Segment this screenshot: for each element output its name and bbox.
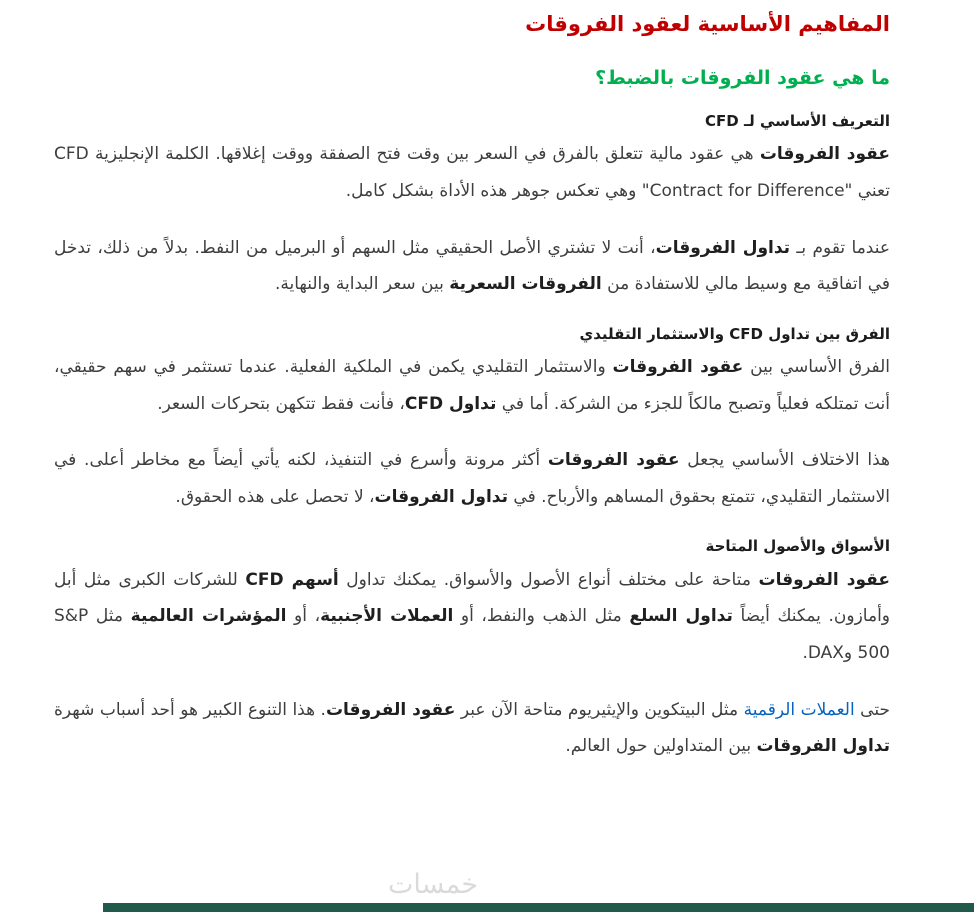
bold-term: العملات الأجنبية: [320, 606, 454, 627]
text-run: بين المتداولين حول العالم.: [565, 736, 757, 757]
page-title: المفاهيم الأساسية لعقود الفروقات: [525, 12, 890, 36]
bold-term: تداول CFD: [404, 393, 497, 414]
text-run: ، أو: [286, 606, 321, 627]
text-run: حتى: [854, 699, 890, 720]
paragraph-flexibility-risk: [54, 442, 890, 515]
bold-term: تداول الفروقات: [655, 237, 791, 258]
bold-term: عقود الفروقات: [759, 144, 890, 165]
text-run: ، لا تحصل على هذه الحقوق.: [175, 486, 375, 507]
paragraph-ownership-difference: [54, 349, 890, 422]
text-run: مثل S&P 500 وDAX.: [54, 606, 890, 663]
text-run: هي عقود مالية تتعلق بالفرق في السعر بين وقت فتح الصفقة ووقت إغلاقها. الكلمة الإنجليزية CFD تعني "Contract for Difference" وهي تعكس جوهر هذه الأداة بشكل كامل.: [54, 144, 890, 202]
bold-term: تداول السلع: [629, 606, 733, 627]
bold-term: عقود الفروقات: [758, 569, 890, 590]
text-run: الفرق الأساسي بين: [743, 357, 890, 378]
text-run: أكثر مرونة وأسرع في التنفيذ، لكنه يأتي أيضاً مع مخاطر أعلى. في الاستثمار التقليدي، تتمتع بحقوق المساهم والأرباح. في: [54, 450, 890, 507]
bold-term: المؤشرات العالمية: [130, 606, 287, 627]
digital-currencies-link[interactable]: العملات الرقمية: [743, 699, 855, 720]
paragraph-available-assets: [54, 562, 890, 672]
subheading-markets-assets: الأسواق والأصول المتاحة: [705, 537, 890, 556]
bold-term: أسهم CFD: [245, 569, 339, 590]
text-run: بين سعر البداية والنهاية.: [274, 274, 450, 295]
bold-term: عقود الفروقات: [612, 357, 744, 378]
subheading-cfd-definition: التعريف الأساسي لـ CFD: [705, 111, 890, 130]
bold-term: عقود الفروقات: [547, 450, 680, 471]
paragraph-crypto-cfd: [54, 692, 890, 765]
question-heading: ما هي عقود الفروقات بالضبط؟: [595, 67, 890, 90]
paragraph-cfd-definition: [54, 136, 890, 209]
text-run: متاحة على مختلف أنواع الأصول والأسواق. يمكنك تداول: [338, 569, 759, 590]
subheading-cfd-vs-traditional: الفرق بين تداول CFD والاستثمار التقليدي: [579, 324, 890, 343]
footer-bar: [103, 903, 974, 912]
text-run: هذا الاختلاف الأساسي يجعل: [679, 450, 890, 471]
text-run: للشركات الكبرى مثل أبل وأمازون. يمكنك أيضاً: [54, 569, 891, 627]
bold-term: تداول الفروقات: [756, 736, 890, 757]
bold-term: عقود الفروقات: [325, 699, 456, 720]
text-run: مثل البيتكوين والإيثيريوم متاحة الآن عبر: [455, 699, 744, 720]
text-run: . هذا التنوع الكبير هو أحد أسباب شهرة: [54, 699, 326, 720]
site-watermark: خمسات: [388, 869, 479, 900]
paragraph-cfd-trading: [54, 230, 890, 303]
text-run: مثل الذهب والنفط، أو: [453, 606, 630, 627]
text-run: ، أنت لا تشتري الأصل الحقيقي مثل السهم أو البرميل من النفط. بدلاً من ذلك، تدخل في اتفاقية مع وسيط مالي للاستفادة من: [54, 237, 890, 295]
bold-term: الفروقات السعرية: [449, 274, 602, 295]
bold-term: تداول الفروقات: [374, 486, 508, 507]
text-run: عندما تقوم بـ: [790, 237, 890, 258]
text-run: والاستثمار التقليدي يكمن في الملكية الفعلية. عندما تستثمر في سهم حقيقي، أنت تمتلكه فعلياً وتصبح مالكاً للجزء من الشركة. أما في: [54, 357, 890, 414]
text-run: ، فأنت فقط تتكهن بتحركات السعر.: [157, 393, 405, 414]
